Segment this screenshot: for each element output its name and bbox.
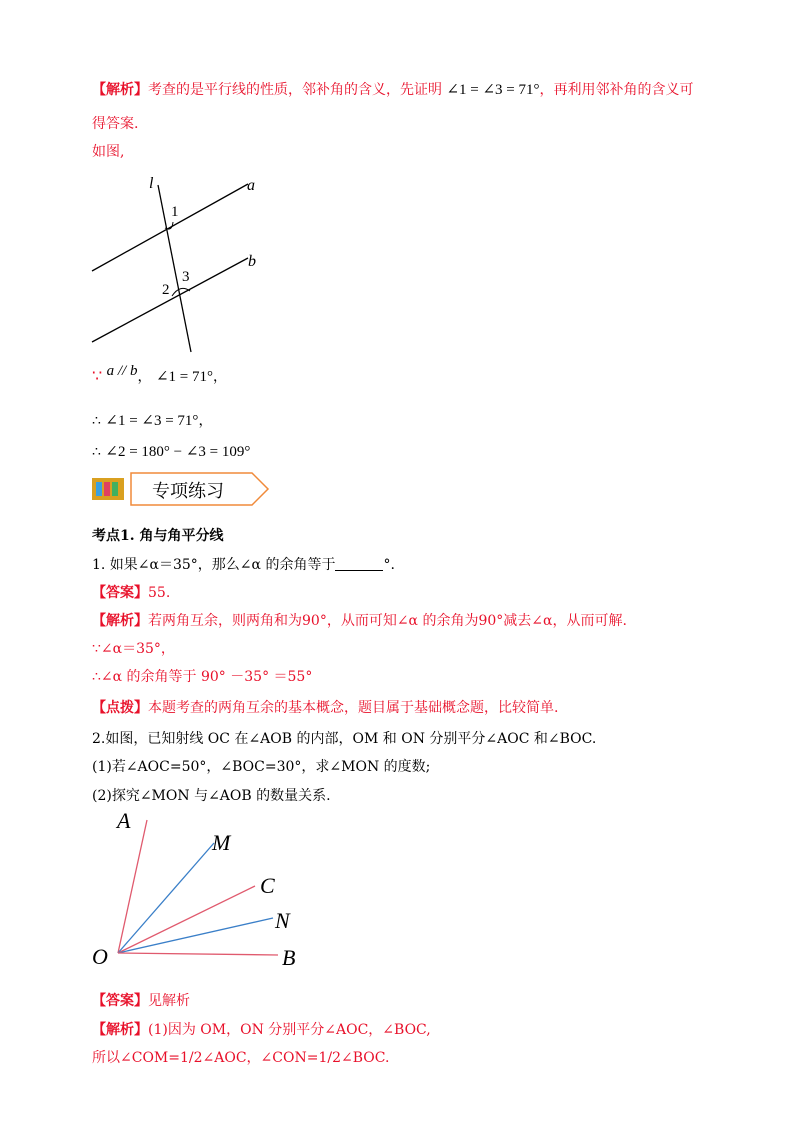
comma: ， xyxy=(212,369,227,385)
ray-OC xyxy=(118,886,255,953)
tip-text: 本题考查的两角互余的基本概念，题目属于基础概念题，比较简单. xyxy=(148,700,559,716)
result-1: ∠1 = ∠3 = 71° xyxy=(105,413,199,429)
comma: ， xyxy=(198,413,213,429)
condition-angle: ∠1 = 71° xyxy=(155,369,213,385)
q1-step2: ∴∠α 的余角等于 90° －35° ＝55° xyxy=(92,669,313,685)
answer-tag: 【答案】 xyxy=(92,993,148,1009)
q2-answer xyxy=(92,991,190,1011)
q1-question-text: 1. 如果∠α＝35°，那么∠α 的余角等于 xyxy=(92,557,336,573)
label-3: 3 xyxy=(182,269,190,285)
answer-text: 55. xyxy=(148,585,171,601)
banner-title: 专项练习 xyxy=(152,481,224,502)
section-title: 考点1. 角与角平分线 xyxy=(92,528,224,544)
ray-OB xyxy=(118,953,278,955)
q1-step1: ∵∠α＝35°， xyxy=(92,641,175,657)
analysis-tag: 【解析】 xyxy=(92,613,148,629)
answer-text: 见解析 xyxy=(148,993,190,1009)
condition-parallel: a // b xyxy=(106,363,138,379)
analysis-formula: ∠1 = ∠3 = 71° xyxy=(446,82,540,98)
therefore-symbol: ∴ xyxy=(92,413,101,429)
ray-ON xyxy=(118,918,273,953)
label-C: C xyxy=(260,873,275,898)
q2-analysis xyxy=(92,1020,431,1040)
because-symbol: ∵ xyxy=(92,366,103,385)
therefore-symbol: ∴ xyxy=(92,444,101,460)
analysis-text-after: ，再利用邻补角的含义可 xyxy=(539,82,694,98)
label-2: 2 xyxy=(162,282,170,298)
label-B: B xyxy=(282,945,296,970)
analysis-tag: 【解析】 xyxy=(92,82,148,98)
q2-line2: (1)若∠AOC=50°，∠BOC=30°，求∠MON 的度数; xyxy=(92,759,431,775)
label-A: A xyxy=(117,808,131,833)
ray-OA xyxy=(118,820,147,953)
comma: ， xyxy=(137,369,152,385)
top-analysis-line2: 得答案. xyxy=(92,116,139,132)
tip-tag: 【点拨】 xyxy=(92,700,148,716)
label-b: b xyxy=(248,253,256,270)
label-a: a xyxy=(247,177,255,194)
answer-tag: 【答案】 xyxy=(92,585,148,601)
label-M: M xyxy=(212,830,231,855)
q2-line1: 2.如图，已知射线 OC 在∠AOB 的内部，OM 和 ON 分别平分∠AOC 和∠BOC. xyxy=(92,731,597,747)
q2-analysis2: 所以∠COM=1/2∠AOC，∠CON=1/2∠BOC. xyxy=(92,1050,390,1066)
label-1: 1 xyxy=(171,204,179,220)
q1-question-tail: °. xyxy=(383,557,395,573)
analysis-text: 若两角互余，则两角和为90°，从而可知∠α 的余角为90°减去∠α，从而可解. xyxy=(148,613,627,629)
intro-text: 如图, xyxy=(92,144,125,160)
label-l: l xyxy=(149,175,154,192)
analysis-text: (1)因为 OM，ON 分别平分∠AOC，∠BOC, xyxy=(148,1022,431,1038)
ray-OM xyxy=(118,843,214,953)
analysis-text: 考查的是平行线的性质，邻补角的含义，先证明 xyxy=(148,82,442,98)
analysis-tag: 【解析】 xyxy=(92,1022,148,1038)
q2-line3: (2)探究∠MON 与∠AOB 的数量关系. xyxy=(92,788,331,804)
label-N: N xyxy=(275,908,290,933)
label-O: O xyxy=(92,944,108,969)
result-2: ∠2 = 180° − ∠3 = 109° xyxy=(105,444,251,460)
